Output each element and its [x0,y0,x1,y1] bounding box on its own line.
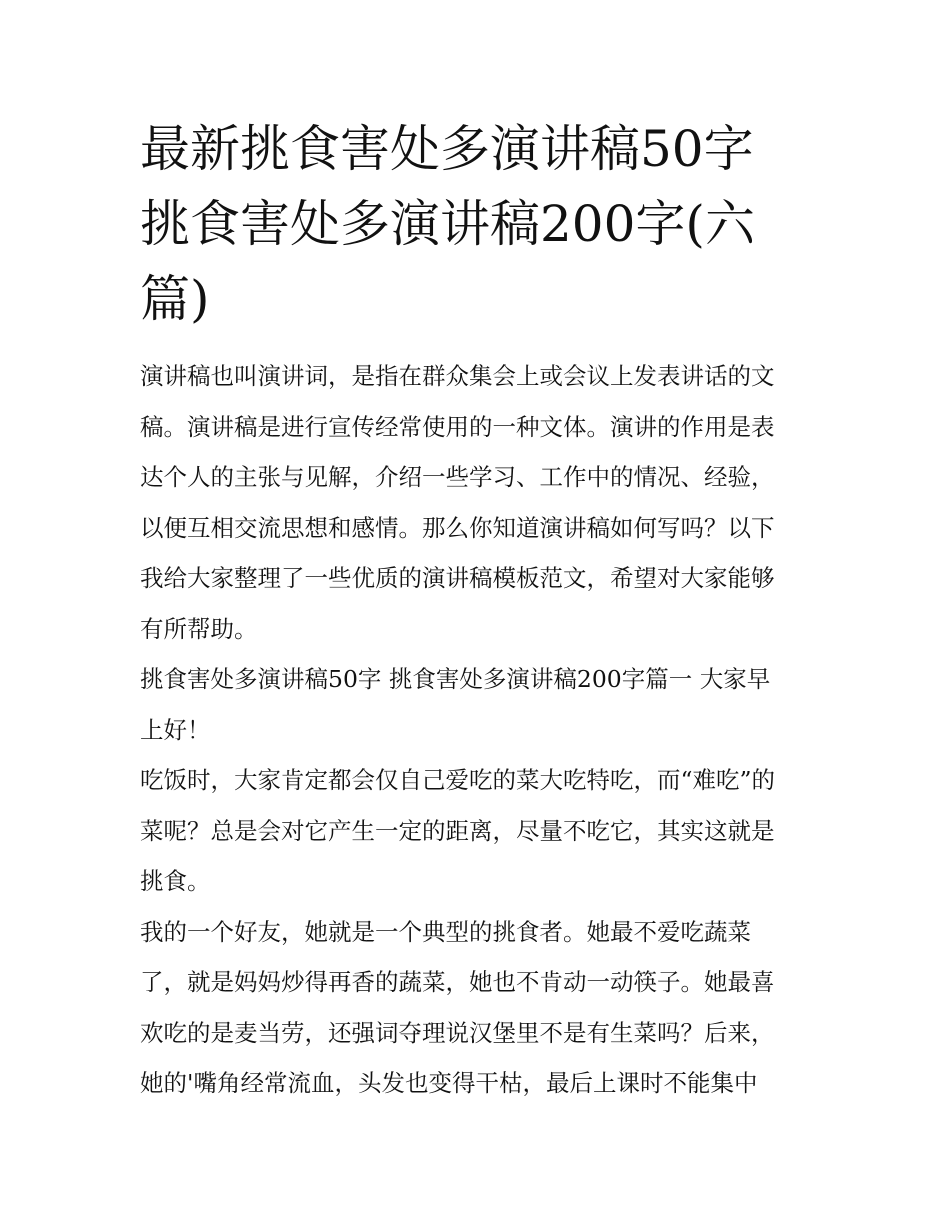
text-line: 挑食害处多演讲稿50字 挑食害处多演讲稿200字篇一 大家早 [140,665,771,693]
document-title [140,112,820,337]
intro-paragraph [140,351,820,654]
body-paragraph [140,755,820,907]
document-page [140,112,820,1109]
text-line: 她的'嘴角经常流血，头发也变得干枯，最后上课时不能集中 [140,1069,758,1097]
title-line: 最新挑食害处多演讲稿50字 [140,120,754,178]
text-line: 有所帮助。 [140,614,258,643]
title-line: 篇) [140,270,210,328]
text-line: 吃饭时，大家肯定都会仅自己爱吃的菜大吃特吃，而“难吃”的 [140,766,776,794]
text-line: 了，就是妈妈炒得再香的蔬菜，她也不肯动一动筷子。她最喜 [140,968,775,996]
title-line: 挑食害处多演讲稿200字(六 [140,195,755,253]
text-line: 上好！ [140,715,211,744]
text-line: 我给大家整理了一些优质的演讲稿模板范文，希望对大家能够 [140,564,775,592]
text-line: 达个人的主张与见解，介绍一些学习、工作中的情况、经验， [140,463,775,491]
text-line: 以便互相交流思想和感情。那么你知道演讲稿如何写吗？以下 [140,513,775,542]
body-paragraph [140,907,820,1109]
text-line: 菜呢？总是会对它产生一定的距离，尽量不吃它，其实这就是 [140,816,775,845]
text-line: 演讲稿也叫演讲词，是指在群众集会上或会议上发表讲话的文 [140,362,775,390]
text-line: 挑食。 [140,867,211,895]
section-heading-paragraph [140,654,820,755]
text-line: 稿。演讲稿是进行宣传经常使用的一种文体。演讲的作用是表 [140,412,775,441]
text-line: 我的一个好友，她就是一个典型的挑食者。她最不爱吃蔬菜 [140,917,751,946]
text-line: 欢吃的是麦当劳，还强词夺理说汉堡里不是有生菜吗？后来， [140,1018,775,1047]
document-body [140,351,820,1109]
